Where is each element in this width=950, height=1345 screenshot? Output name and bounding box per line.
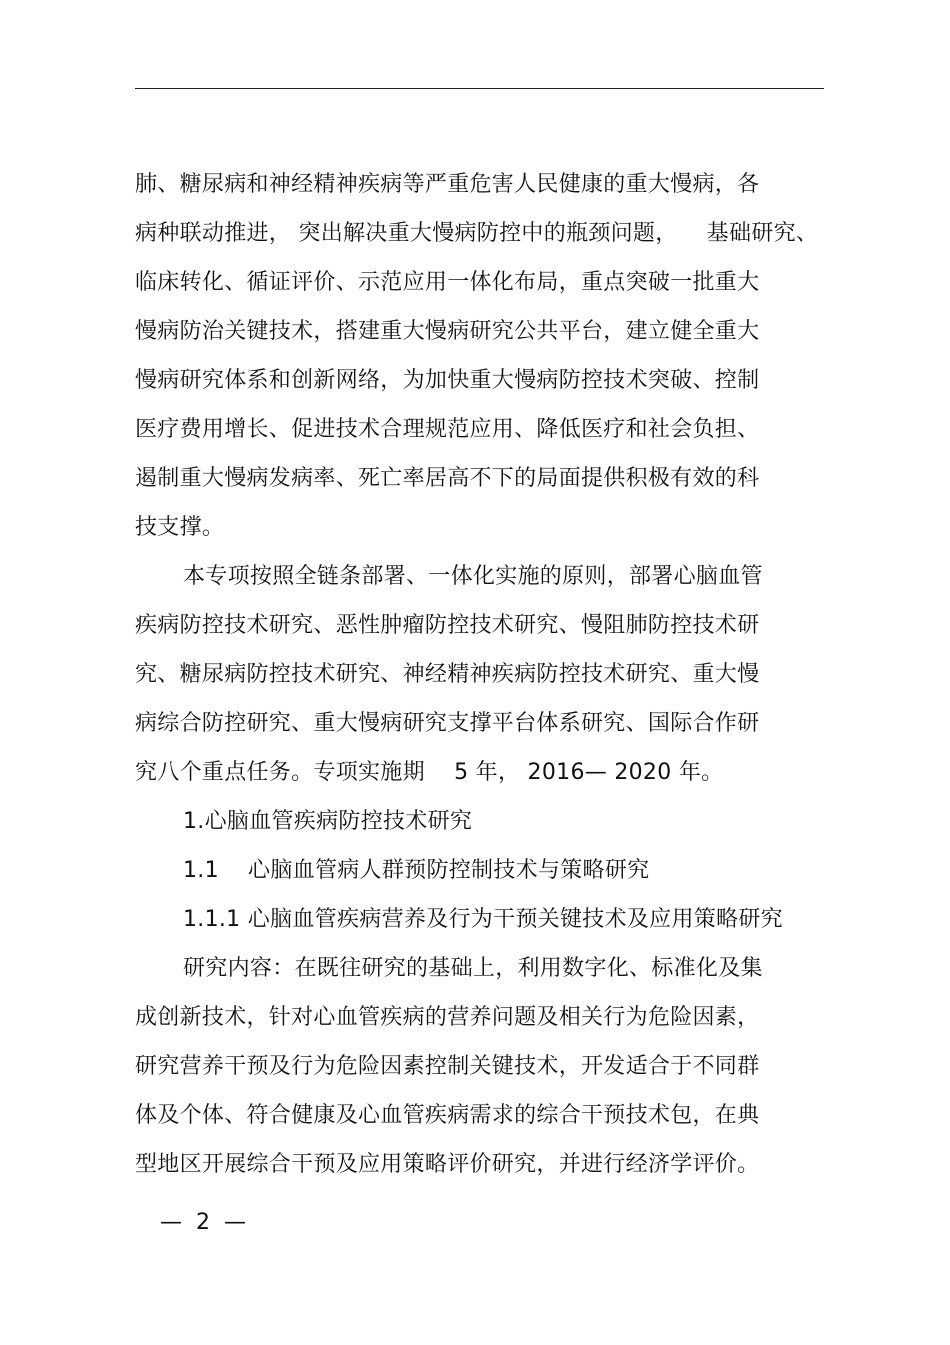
body-line: 技支撑。 (135, 515, 225, 540)
body-line: 医疗费用增长、促进技术合理规范应用、降低医疗和社会负担、 (135, 417, 760, 442)
body-line: 慢病防治关键技术，搭建重大慢病研究公共平台，建立健全重大 (135, 319, 760, 344)
body-line: 研究营养干预及行为危险因素控制关键技术，开发适合于不同群 (135, 1054, 760, 1079)
body-line: 成创新技术，针对心血管疾病的营养问题及相关行为危险因素， (135, 1005, 760, 1030)
page-number: — 2 — (160, 1210, 246, 1235)
body-line: 临床转化、循证评价、示范应用一体化布局，重点突破一批重大 (135, 270, 760, 295)
body-line: 究八个重点任务。专项实施期 5 年， 2016— 2020 年。 (135, 760, 724, 785)
body-line: 慢病研究体系和创新网络，为加快重大慢病防控技术突破、控制 (135, 368, 760, 393)
subsubsection-heading: 1.1.1 心脑血管疾病营养及行为干预关键技术及应用策略研究 (183, 907, 783, 932)
body-line: 病综合防控研究、重大慢病研究支撑平台体系研究、国际合作研 (135, 711, 760, 736)
subsection-heading: 1.1 心脑血管病人群预防控制技术与策略研究 (183, 858, 650, 883)
paragraph-first-line: 本专项按照全链条部署、一体化实施的原则，部署心脑血管 (183, 564, 763, 589)
body-line: 究、糖尿病防控技术研究、神经精神疾病防控技术研究、重大慢 (135, 662, 760, 687)
body-line: 疾病防控技术研究、恶性肿瘤防控技术研究、慢阻肺防控技术研 (135, 613, 760, 638)
body-line: 病种联动推进， 突出解决重大慢病防控中的瓶颈问题， 基础研究、 (135, 221, 819, 246)
body-line: 肺、糖尿病和神经精神疾病等严重危害人民健康的重大慢病，各 (135, 172, 760, 197)
header-rule (135, 88, 824, 89)
paragraph-first-line: 研究内容：在既往研究的基础上，利用数字化、标准化及集 (183, 956, 763, 981)
section-heading: 1.心脑血管疾病防控技术研究 (183, 809, 473, 834)
body-line: 型地区开展综合干预及应用策略评价研究，并进行经济学评价。 (135, 1152, 760, 1177)
body-line: 遏制重大慢病发病率、死亡率居高不下的局面提供积极有效的科 (135, 466, 760, 491)
body-line: 体及个体、符合健康及心血管疾病需求的综合干预技术包，在典 (135, 1103, 760, 1128)
